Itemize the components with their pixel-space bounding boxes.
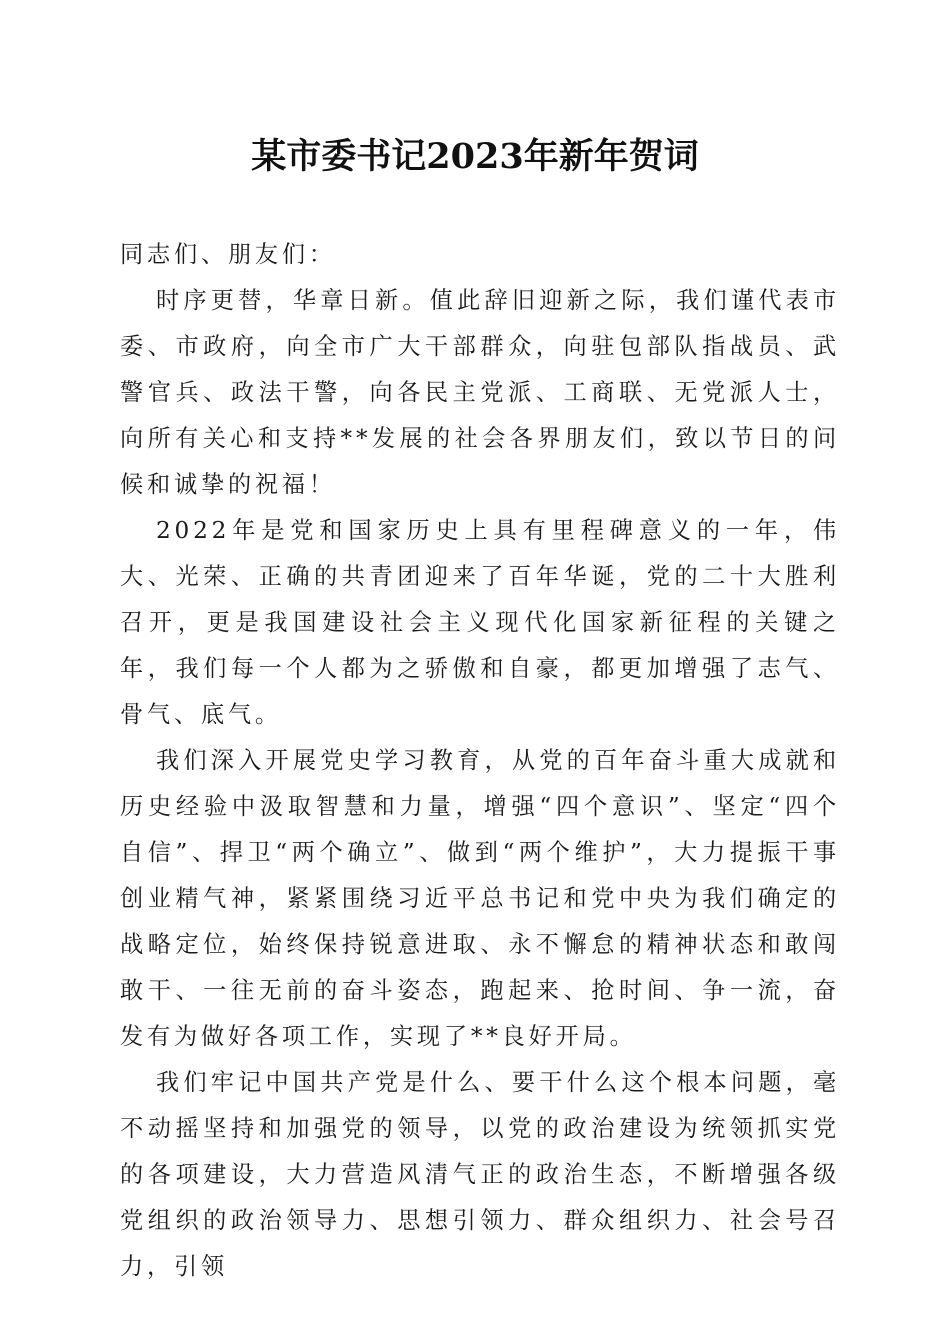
salutation: 同志们、朋友们： <box>120 241 336 268</box>
paragraph: 2022年是党和国家历史上具有里程碑意义的一年，伟大、光荣、正确的共青团迎来了百年华诞，党的二十大胜利召开，更是我国建设社会主义现代化国家新征程的关键之年，我们每一个人都为之骄傲和自豪，都更加增强了志气、骨气、底气。 <box>120 517 840 728</box>
paragraph: 我们深入开展党史学习教育，从党的百年奋斗重大成就和历史经验中汲取智慧和力量，增强“四个意识”、坚定“四个自信”、捍卫“两个确立”、做到“两个维护”，大力提振干事创业精气神，紧紧围绕习近平总书记和党中央为我们确定的战略定位，始终保持锐意进取、永不懈怠的精神状态和敢闯敢干、一往无前的奋斗姿态，跑起来、抢时间、争一流，奋发有为做好各项工作，实现了**良好开局。 <box>120 747 840 1050</box>
document-title: 某市委书记2023年新年贺词 <box>251 136 699 177</box>
document-body <box>120 232 840 1290</box>
paragraph: 时序更替，华章日新。值此辞旧迎新之际，我们谨代表市委、市政府，向全市广大干部群众，向驻包部队指战员、武警官兵、政法干警，向各民主党派、工商联、无党派人士，向所有关心和支持**发展的社会各界朋友们，致以节日的问候和诚挚的祝福！ <box>120 287 840 498</box>
paragraph: 我们牢记中国共产党是什么、要干什么这个根本问题，毫不动摇坚持和加强党的领导，以党的政治建设为统领抓实党的各项建设，大力营造风清气正的政治生态，不断增强各级党组织的政治领导力、思想引领力、群众组织力、社会号召力，引领 <box>120 1069 840 1280</box>
